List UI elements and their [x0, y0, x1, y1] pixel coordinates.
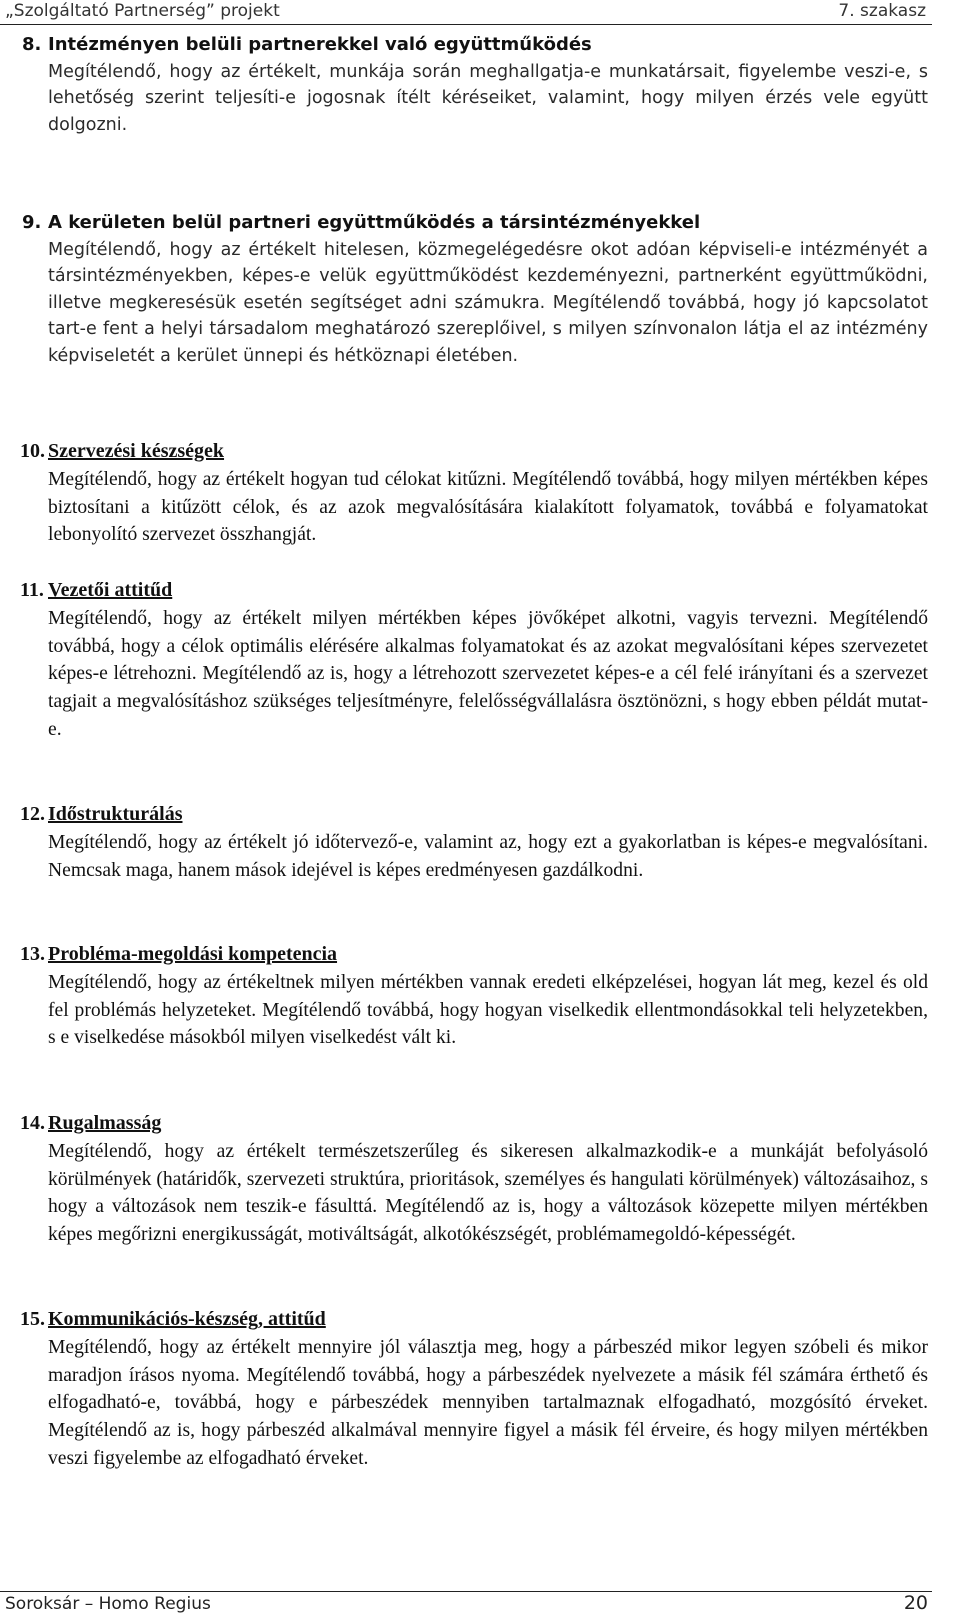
section-heading: [20, 1306, 928, 1334]
section-heading: [20, 577, 928, 605]
section-text: Megítélendő, hogy az értékelt milyen mértékben képes jövőképet alkotni, vagyis tervezni. Megítélendő továbbá, hogy a célok optimális elérésére alkalmas folyamatokat és az azokat megvalósítani képes szervezetet képes-e létrehozni. Megítélendő az is, hogy a létrehozott szervezetet képes-e a cél felé irányítani és a szervezet tagjait a megvalósításhoz szükséges teljesítményre, felelősségvállalásra ösztönözni, s hogy ebben példát mutat-e.: [48, 607, 928, 740]
section-text: Megítélendő, hogy az értékeltnek milyen mértékben vannak eredeti elképzelései, hogyan lát meg, kezel és old fel problémás helyzeteket. Megítélendő továbbá, hogy hogyan viselkedik ellentmondásokkal teli helyzetekben, s e viselkedése másokból milyen viselkedést vált ki.: [48, 971, 928, 1049]
project-title: „Szolgáltató Partnerség” projekt: [5, 1, 280, 21]
section-title: Időstrukturálás: [48, 803, 183, 825]
section-heading: [22, 210, 928, 237]
section-13: [20, 941, 928, 1052]
section-heading: [20, 801, 928, 829]
section-number: 9.: [22, 212, 42, 233]
page-number: 20: [903, 1592, 928, 1614]
section-number: 14.: [20, 1112, 45, 1134]
section-9: [22, 210, 928, 369]
section-title: Kommunikációs-készség, attitűd: [48, 1308, 326, 1330]
section-number: 13.: [20, 943, 45, 965]
section-title: Vezetői attitűd: [48, 579, 173, 601]
section-11: [20, 577, 928, 744]
section-heading: [20, 1110, 928, 1138]
section-heading: [20, 438, 928, 466]
section-title: Intézményen belüli partnerekkel való együttműködés: [48, 34, 592, 55]
chapter-label: 7. szakasz: [838, 1, 926, 21]
section-heading: [20, 941, 928, 969]
section-number: 8.: [22, 34, 42, 55]
section-number: 11.: [20, 579, 44, 601]
section-text: Megítélendő, hogy az értékelt jó időtervező-e, valamint az, hogy ezt a gyakorlatban is képes-e megvalósítani. Nemcsak maga, hanem mások idejével is képes eredményesen gazdálkodni.: [48, 831, 928, 881]
page-footer: [0, 1591, 932, 1618]
section-number: 15.: [20, 1308, 45, 1330]
section-12: [20, 801, 928, 884]
section-text: Megítélendő, hogy az értékelt hitelesen, közmegelégedésre okot adóan képviseli-e intézményét a társintézményekben, képes-e velük együttműködést kezdeményezni, partnerként együttműködni, illetve megkeresésük esetén segítséget adni számukra. Megítélendő továbbá, hogy jó kapcsolatot tart-e fent a helyi társadalom meghatározó szereplőivel, s milyen színvonalon látja el az intézmény képviseletét a kerület ünnepi és hétköznapi életében.: [48, 239, 928, 366]
section-title: Rugalmasság: [48, 1112, 162, 1134]
section-14: [20, 1110, 928, 1249]
section-title: Szervezési készségek: [48, 440, 225, 462]
section-text: Megítélendő, hogy az értékelt, munkája során meghallgatja-e munkatársait, figyelembe veszi-e, s lehetőség szerint teljesíti-e jogosnak ítélt kéréseiket, valamint, hogy milyen érzés vele együtt dolgozni.: [48, 61, 928, 135]
section-number: 12.: [20, 803, 45, 825]
section-title: A kerületen belül partneri együttműködés a társintézményekkel: [48, 212, 701, 233]
page-header: [0, 0, 932, 25]
section-15: [20, 1306, 928, 1473]
section-text: Megítélendő, hogy az értékelt hogyan tud célokat kitűzni. Megítélendő továbbá, hogy milyen mértékben képes biztosítani a kitűzött célok, és az azok megvalósítására kialakított folyamatok, továbbá e folyamatokat lebonyolító szervezet összhangját.: [48, 468, 928, 546]
footer-organization: Soroksár – Homo Regius: [5, 1594, 211, 1614]
section-text: Megítélendő, hogy az értékelt természetszerűleg és sikeresen alkalmazkodik-e a munkáját befolyásoló körülmények (határidők, szervezeti struktúra, prioritások, személyes és hangulati körülmények) változásaihoz, s hogy a változások nem teszik-e fásulttá. Megítélendő az is, hogy a változások közepette milyen mértékben képes megőrizni energikusságát, motiváltságát, alkotókészségét, problémamegoldó-képességét.: [48, 1140, 928, 1246]
section-8: [22, 32, 928, 138]
section-title: Probléma-megoldási kompetencia: [48, 943, 338, 965]
section-heading: [22, 32, 928, 59]
section-number: 10.: [20, 440, 45, 462]
section-10: [20, 438, 928, 549]
section-text: Megítélendő, hogy az értékelt mennyire jól választja meg, hogy a párbeszéd mikor legyen szóbeli és mikor maradjon írásos nyoma. Megítélendő továbbá, hogy a párbeszédek nyelvezete a másik fél számára érthető és elfogadható-e, továbbá, hogy e párbeszédek mennyiben tartalmaznak elfogadható, mozgósító érveket. Megítélendő az is, hogy párbeszéd alkalmával mennyire figyel a másik fél érveire, és hogy milyen mértékben veszi figyelembe az elfogadható érveket.: [48, 1336, 928, 1469]
